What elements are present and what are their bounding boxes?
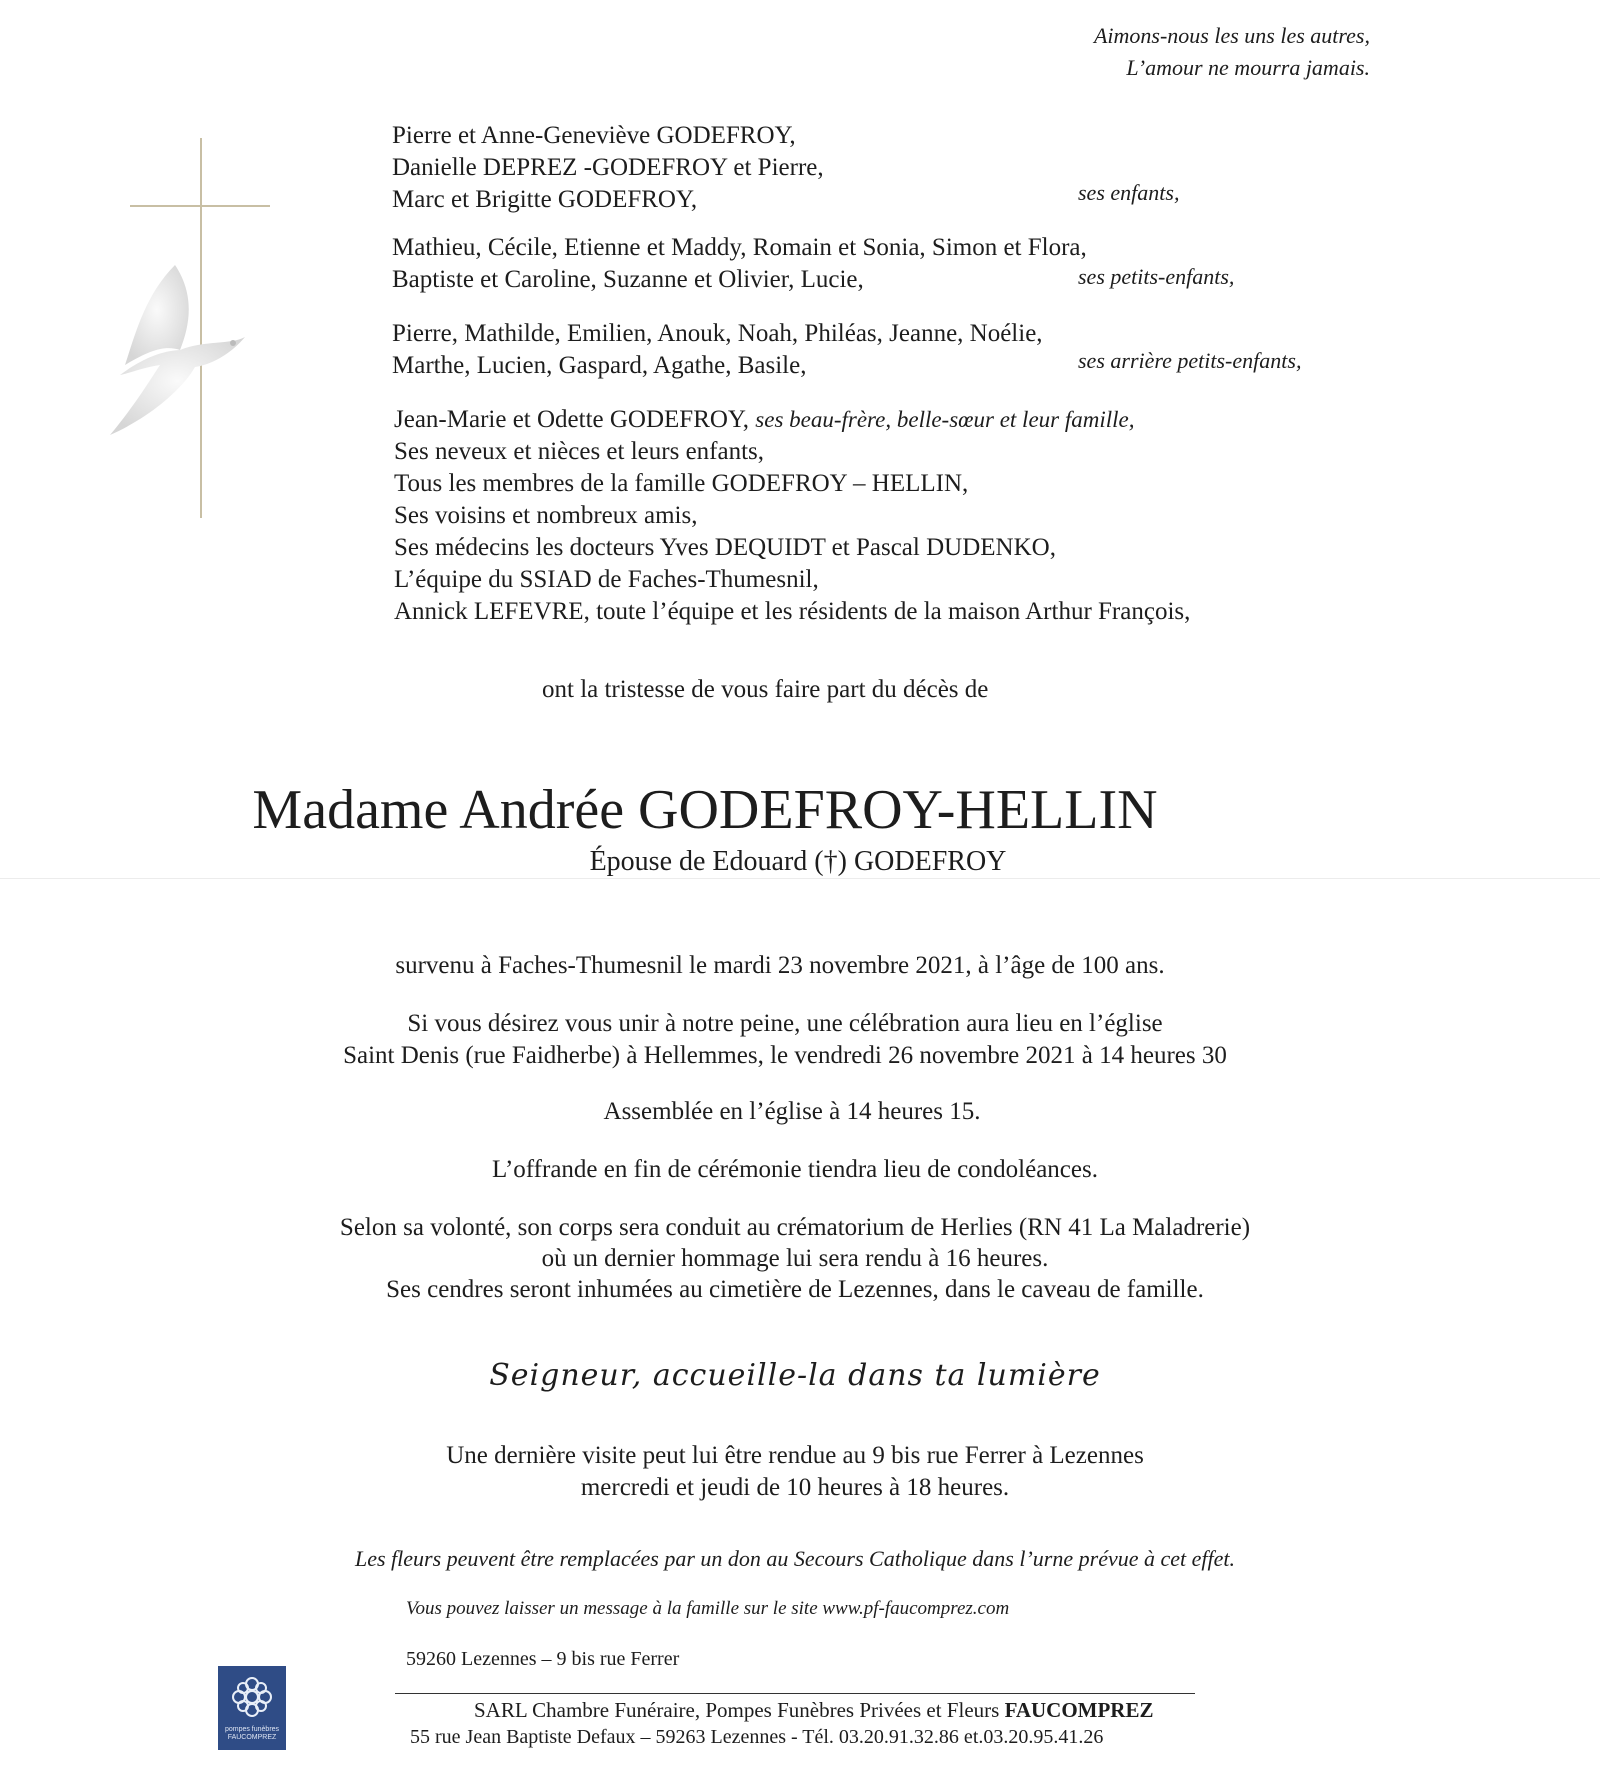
company-prefix: SARL Chambre Funéraire, Pompes Funèbres Privées et Fleurs bbox=[474, 1698, 1000, 1722]
ceremony-line: Si vous désirez vous unir à notre peine, une célébration aura lieu en l’église bbox=[407, 1010, 1163, 1037]
family-line: Pierre, Mathilde, Emilien, Anouk, Noah, Philéas, Jeanne, Noélie, bbox=[392, 320, 1043, 347]
visit-line: Une dernière visite peut lui être rendue au 9 bis rue Ferrer à Lezennes bbox=[446, 1442, 1144, 1469]
relation-label: ses enfants, bbox=[1078, 180, 1180, 205]
family-line: Mathieu, Cécile, Etienne et Maddy, Romain et Sonia, Simon et Flora, bbox=[392, 234, 1087, 261]
logo-line: pompes funèbres bbox=[224, 1726, 280, 1733]
visit-info bbox=[0, 1440, 1595, 1504]
prayer: Seigneur, accueille-la dans ta lumière bbox=[489, 1358, 1101, 1393]
ceremony-info bbox=[0, 1008, 1585, 1072]
deceased-name: Madame Andrée GODEFROY-HELLIN bbox=[252, 779, 1158, 841]
epigraph bbox=[1094, 20, 1370, 84]
page-fold bbox=[0, 878, 1600, 879]
flowers-note: Les fleurs peuvent être remplacées par un don au Secours Catholique dans l’urne prévue à cet effet. bbox=[354, 1546, 1235, 1571]
logo-caption bbox=[225, 1726, 279, 1742]
spouse-line: Épouse de Edouard (†) GODEFROY bbox=[589, 846, 1007, 877]
great-grandchildren-block bbox=[392, 318, 1043, 382]
footer-rule bbox=[395, 1693, 1195, 1694]
message-note: Vous pouvez laisser un message à la famille sur le site www.pf-faucomprez.com bbox=[406, 1598, 1010, 1619]
dove-icon bbox=[105, 255, 255, 445]
children-block bbox=[392, 120, 824, 216]
flower-icon bbox=[227, 1672, 277, 1722]
family-line: Annick LEFEVRE, toute l’équipe et les résidents de la maison Arthur François, bbox=[394, 598, 1191, 625]
wish-info bbox=[0, 1212, 1595, 1305]
family-line: Pierre et Anne-Geneviève GODEFROY, bbox=[392, 122, 796, 149]
family-line: Danielle DEPREZ -GODEFROY et Pierre, bbox=[392, 154, 824, 181]
epigraph-line: Aimons-nous les uns les autres, bbox=[1093, 23, 1370, 48]
family-line: Baptiste et Caroline, Suzanne et Olivier, Lucie, bbox=[392, 266, 864, 293]
announcement: ont la tristesse de vous faire part du décès de bbox=[542, 676, 989, 703]
others-block bbox=[394, 404, 1190, 628]
wish-line: Ses cendres seront inhumées au cimetière de Lezennes, dans le caveau de famille. bbox=[386, 1276, 1204, 1303]
relation-label: ses beau-frère, belle-sœur et leur famille, bbox=[755, 407, 1135, 432]
assembly-info: Assemblée en l’église à 14 heures 15. bbox=[603, 1098, 981, 1125]
family-line: Tous les membres de la famille GODEFROY – HELLIN, bbox=[394, 470, 969, 497]
cross-horizontal-bar bbox=[130, 205, 270, 207]
wish-line: Selon sa volonté, son corps sera conduit au crématorium de Herlies (RN 41 La Maladrerie) bbox=[339, 1214, 1251, 1241]
family-line: Ses neveux et nièces et leurs enfants, bbox=[394, 438, 765, 465]
company-contact: 55 rue Jean Baptiste Defaux – 59263 Lezennes - Tél. 03.20.91.32.86 et.03.20.95.41.26 bbox=[410, 1726, 1104, 1748]
grandchildren-block bbox=[392, 232, 1087, 296]
epigraph-line: L’amour ne mourra jamais. bbox=[1126, 55, 1370, 80]
address: 59260 Lezennes – 9 bis rue Ferrer bbox=[406, 1648, 680, 1670]
family-name: Jean-Marie et Odette GODEFROY, bbox=[394, 406, 750, 433]
family-line: L’équipe du SSIAD de Faches-Thumesnil, bbox=[394, 566, 819, 593]
ceremony-line: Saint Denis (rue Faidherbe) à Hellemmes, le vendredi 26 novembre 2021 à 14 heures 30 bbox=[343, 1042, 1227, 1069]
logo-line: FAUCOMPREZ bbox=[227, 1734, 277, 1741]
company-name: FAUCOMPREZ bbox=[1004, 1698, 1154, 1722]
wish-line: où un dernier hommage lui sera rendu à 16 heures. bbox=[541, 1245, 1049, 1272]
company-logo bbox=[218, 1666, 286, 1750]
relation-label: ses petits-enfants, bbox=[1078, 264, 1235, 289]
family-line: Marc et Brigitte GODEFROY, bbox=[392, 186, 698, 213]
family-line: Ses médecins les docteurs Yves DEQUIDT et Pascal DUDENKO, bbox=[394, 534, 1056, 561]
family-line bbox=[394, 404, 1190, 436]
death-info: survenu à Faches-Thumesnil le mardi 23 novembre 2021, à l’âge de 100 ans. bbox=[395, 952, 1165, 979]
offering-info: L’offrande en fin de cérémonie tiendra lieu de condoléances. bbox=[492, 1156, 1098, 1183]
visit-line: mercredi et jeudi de 10 heures à 18 heures. bbox=[580, 1474, 1010, 1501]
relation-label: ses arrière petits-enfants, bbox=[1078, 348, 1302, 373]
family-line: Ses voisins et nombreux amis, bbox=[394, 502, 698, 529]
family-line: Marthe, Lucien, Gaspard, Agathe, Basile, bbox=[392, 352, 807, 379]
company-line bbox=[474, 1698, 1154, 1723]
